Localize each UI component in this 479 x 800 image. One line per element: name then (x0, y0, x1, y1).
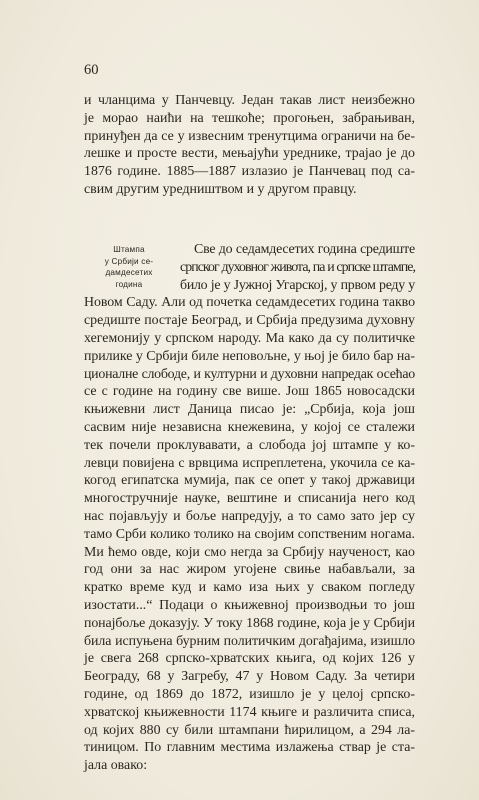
text-line: Београду, 68 у Загребу, 47 у Новом Саду. За четири (84, 669, 415, 685)
text-line: Ми ћемо овде, који смо негда за Србију наученост, као (84, 544, 415, 560)
paragraph-main (84, 241, 415, 775)
text-line: хрватској књижевности 1174 књиге и различита списа, (84, 704, 415, 720)
text-line: тамо Срби колико толико на својим сопственим ногама. (84, 526, 415, 542)
sidenote-line: у Србији се- (104, 256, 154, 266)
text-line: ционалне слободе, и културни и духовни напредак осећао (84, 366, 415, 382)
text-line: сасвим није независна кнежевина, у којој се сталежи (84, 419, 415, 435)
text-line: је свега 268 српско-хрватских књига, од којих 126 у (84, 651, 415, 667)
text-line: хегемонију у српском народу. Ма како да су политичке (84, 330, 415, 346)
text-line: од којих 880 су били штампани ћирилицом, а 294 ла- (84, 722, 415, 738)
text-line: се с године на годину све више. Још 1865 новосадски (84, 384, 415, 400)
text-line: лешке и просте вести, мењајући уреднике, трајао је до (84, 146, 415, 162)
text-line: 1876 године. 1885—1887 излазио је Панчевац под са- (84, 164, 415, 180)
text-line: Све до седамдесетих година средиште (194, 242, 415, 257)
text-line: књижевни лист Даница писао је: „Србија, која још (84, 402, 415, 418)
text-line: нас појављују и боље напредују, а то само зато јер су (84, 508, 415, 524)
sidenote-line: дамдесетих (105, 268, 153, 278)
text-line: кратко време куд и камо иза њих у сваком погледу (84, 580, 415, 596)
text-line: средиште постаје Београд, и Србија предузима духовну (84, 313, 415, 329)
text-line: прилике у Србији биле неповољне, у њој је било бар на- (84, 348, 415, 364)
text-line: је морао наићи на тешкоће; прогоњен, забрањиван, (84, 110, 415, 126)
text-line: Новом Саду. Али од почетка седамдесетих година такво (84, 295, 415, 311)
text-line: изостати...“ Подаци о књижевној производњи то још (84, 597, 415, 613)
text-line: српског духовног живота, па и српске штампе, (180, 259, 415, 275)
text-line: принуђен да се у извесним тренутцима ограничи на бе- (84, 128, 415, 144)
text-line: јала овако: (84, 758, 148, 774)
text-line: тиницом. По главним местима излажења ствар је ста- (84, 740, 415, 756)
text-line: год они за нас жиром угојене свиње набављали, за (84, 562, 415, 578)
text-line: левци повијена с врвцима испреплетена, укочила се ка- (84, 455, 415, 471)
text-line: године, од 1869 до 1872, изишло је у целој српско- (84, 686, 415, 702)
text-line: било је у Јужној Угарској, у првом реду у (180, 277, 415, 293)
text-line: била испуњена бурним политичким догађајима, изишло (84, 633, 415, 649)
text-line: свим другим уредништвом и у другом правцу. (84, 181, 357, 197)
text-line: тек почели проклувавати, а слобода јој штампе у ко- (84, 437, 415, 453)
page-number: 60 (84, 62, 99, 78)
text-line: понајбоље доказују. У току 1868 године, која је у Србији (84, 615, 415, 631)
text-line: многостручније науке, вештине и списанија него код (84, 491, 415, 507)
text-line: и чланцима у Панчевцу. Један такав лист неизбежно (84, 93, 415, 108)
paragraph-continuation (84, 92, 415, 199)
sidenote-line: година (115, 279, 143, 289)
text-line: когод египатска мумија, пак се опет у такој државици (84, 473, 415, 489)
sidenote-line: Штампа (113, 245, 145, 254)
